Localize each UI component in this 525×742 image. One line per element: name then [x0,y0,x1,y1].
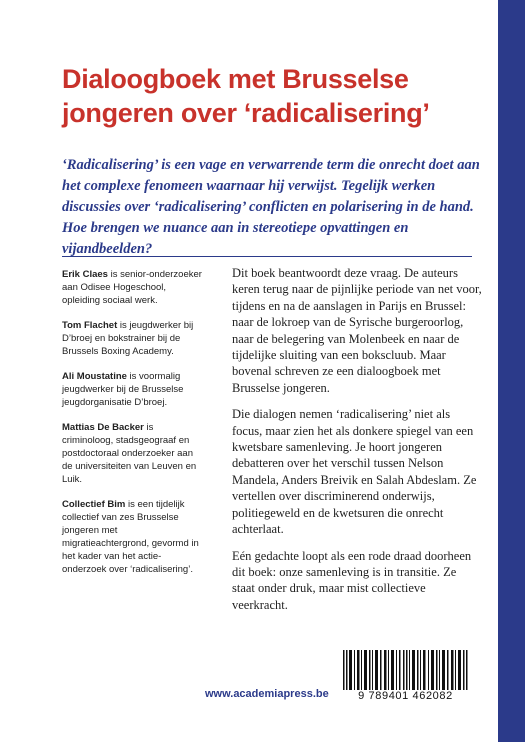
author-description: is voormalig jeugdwerker bij de Brusselse jeugdorganisatie D’broej. [62,371,184,408]
author-description: is senior-onderzoeker aan Odisee Hogeschool, opleiding sociaal werk. [62,269,202,306]
author-name: Collectief Bim [62,499,126,510]
author-name: Tom Flachet [62,320,118,331]
blurb-paragraph-3: Eén gedachte loopt als een rode draad doorheen dit boek: onze samenleving is in transitie. Ze staat onder druk, maar mist collectieve veerkracht. [232,548,472,612]
author-bio [62,268,202,307]
intro-paragraph: ‘Radicalisering’ is een vage en verwarrende term die onrecht doet aan het complexe fenomeen waarnaar hij verwijst. Tegelijk werken discussies over ‘radicalisering’ conflicten en polarisering in de hand. Hoe brengen we nuance aan in stereotiepe opvattingen en vijandbeelden? [62,157,480,257]
author-name: Ali Moustatine [62,371,127,382]
blurb-body [232,265,482,623]
title-line-1: Dialoogboek met Brusselse [62,64,409,94]
author-description: is een tijdelijk collectief van zes Brusselse jongeren met migratieachtergrond, gevormd in het kader van het actie-onderzoek over ‘radicalisering’. [62,499,199,575]
author-name: Erik Claes [62,269,108,280]
author-name: Mattias De Backer [62,422,144,433]
blurb-paragraph-2: Die dialogen nemen ‘radicalisering’ niet als focus, maar zien het als donkere spiegel van een kwetsbare samenleving. Je hoort jongeren debatteren over het verschil tussen Nelson Mandela, Anders Breivik en Salah Abdeslam. Ze vertellen over discriminerend onderwijs, politiegeweld en de kwetsuren die onrecht achterlaat. [232,407,477,537]
divider-line [62,256,472,257]
blurb-paragraph-1: Dit boek beantwoordt deze vraag. De auteurs keren terug naar de pijnlijke periode van net voor, tijdens en na de aanslagen in Parijs en Brussel: naar de lokroep van de Syrische burgeroorlog, naar de belegering van Molenbeek en naar de tijdelijke sluiting van een bokscluub. Maar bovenal schreven ze een dialoogboek met Brusselse jongeren. [232,266,482,395]
title-line-2: jongeren over ‘radicalisering’ [62,98,430,128]
book-title [62,62,462,130]
author-bio [62,498,202,576]
author-bio [62,421,202,486]
author-bios [62,268,202,588]
book-spine-stripe [498,0,525,742]
author-bio [62,319,202,358]
isbn-number: 9 789401 462082 [343,690,468,702]
author-description: is jeugdwerker bij D’broej en bokstrainer bij de Brussels Boxing Academy. [62,320,194,357]
publisher-website: www.academiapress.be [205,688,329,700]
author-bio [62,370,202,409]
author-description: is criminoloog, stadsgeograaf en postdoctoraal onderzoeker aan de universiteiten van Leuven en Luik. [62,422,197,485]
